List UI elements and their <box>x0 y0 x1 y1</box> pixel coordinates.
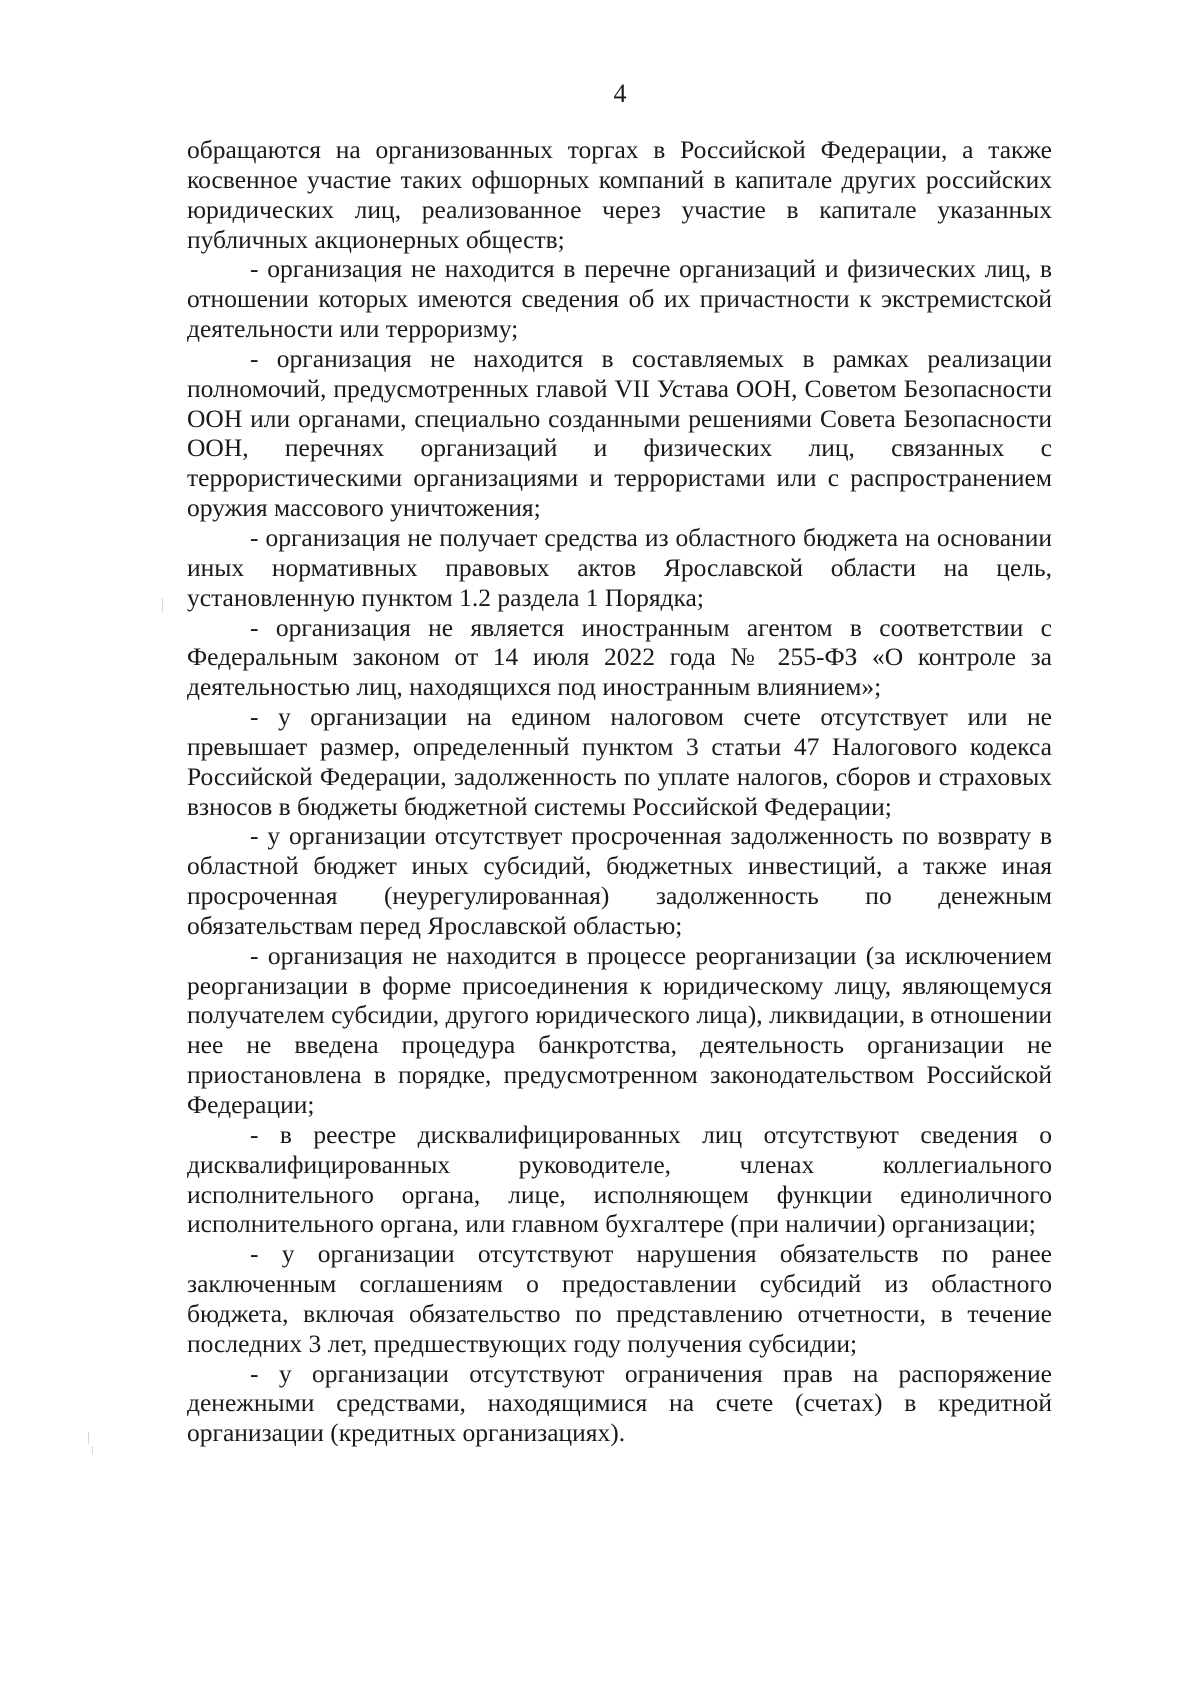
paragraph-foreign-agent: - организация не является иностранным агентом в соответствии с Федеральным законом от 14 июля 2022 года № 255-ФЗ «О контроле за деятельностью лиц, находящихся под иностранным влиянием»; <box>187 612 1052 702</box>
paragraph-un-sanctions-list: - организация не находится в составляемых в рамках реализации полномочий, предусмотренных главой VII Устава ООН, Советом Безопасности ООН или органами, специально созданными решениями Совета Безопасности ООН, перечнях организаций и физических лиц, связанных с террористическими организациями и террористами или с распространением оружия массового уничтожения; <box>187 343 1052 523</box>
document-body <box>187 135 1052 1448</box>
paragraph-overdue-debt: - у организации отсутствует просроченная задолженность по возврату в областной бюджет иных субсидий, бюджетных инвестиций, а также иная просроченная (неурегулированная) задолженность по денежным обязательствам перед Ярославской областью; <box>187 821 1052 940</box>
paragraph-obligation-violations: - у организации отсутствуют нарушения обязательств по ранее заключенным соглашениям о предоставлении субсидий из областного бюджета, включая обязательство по представлению отчетности, в течение последних 3 лет, предшествующих году получения субсидии; <box>187 1239 1052 1358</box>
page-number: 4 <box>613 79 627 108</box>
paragraph-reorganization: - организация не находится в процессе реорганизации (за исключением реорганизации в форме присоединения к юридическому лицу, являющемуся получателем субсидии, другого юридического лица), ликвидации, в отношении нее не введена процедура банкротства, деятельность организации не приостановлена в порядке, предусмотренном законодательством Российской Федерации; <box>187 940 1052 1119</box>
scan-artifact <box>162 598 163 612</box>
scan-artifact <box>92 1446 93 1454</box>
paragraph-disqualified-persons: - в реестре дисквалифицированных лиц отсутствуют сведения о дисквалифицированных руководителе, членах коллегиального исполнительного органа, лице, исполняющем функции единоличного исполнительного органа, или главном бухгалтере (при наличии) организации; <box>187 1119 1052 1239</box>
paragraph-no-other-funding: - организация не получает средства из областного бюджета на основании иных нормативных правовых актов Ярославской области на цель, установленную пунктом 1.2 раздела 1 Порядка; <box>187 522 1052 612</box>
paragraph-account-restrictions: - у организации отсутствуют ограничения прав на распоряжение денежными средствами, находящимися на счете (счетах) в кредитной организации (кредитных организациях). <box>187 1358 1052 1448</box>
scan-artifact <box>88 1432 89 1444</box>
paragraph-tax-debt: - у организации на едином налоговом счете отсутствует или не превышает размер, определенный пунктом 3 статьи 47 Налогового кодекса Российской Федерации, задолженность по уплате налогов, сборов и страховых взносов в бюджеты бюджетной системы Российской Федерации; <box>187 702 1052 821</box>
paragraph-extremism-list: - организация не находится в перечне организаций и физических лиц, в отношении которых имеются сведения об их причастности к экстремистской деятельности или терроризму; <box>187 254 1052 344</box>
paragraph-continuation: обращаются на организованных торгах в Российской Федерации, а также косвенное участие таких офшорных компаний в капитале других российских юридических лиц, реализованное через участие в капитале указанных публичных акционерных обществ; <box>187 135 1052 254</box>
